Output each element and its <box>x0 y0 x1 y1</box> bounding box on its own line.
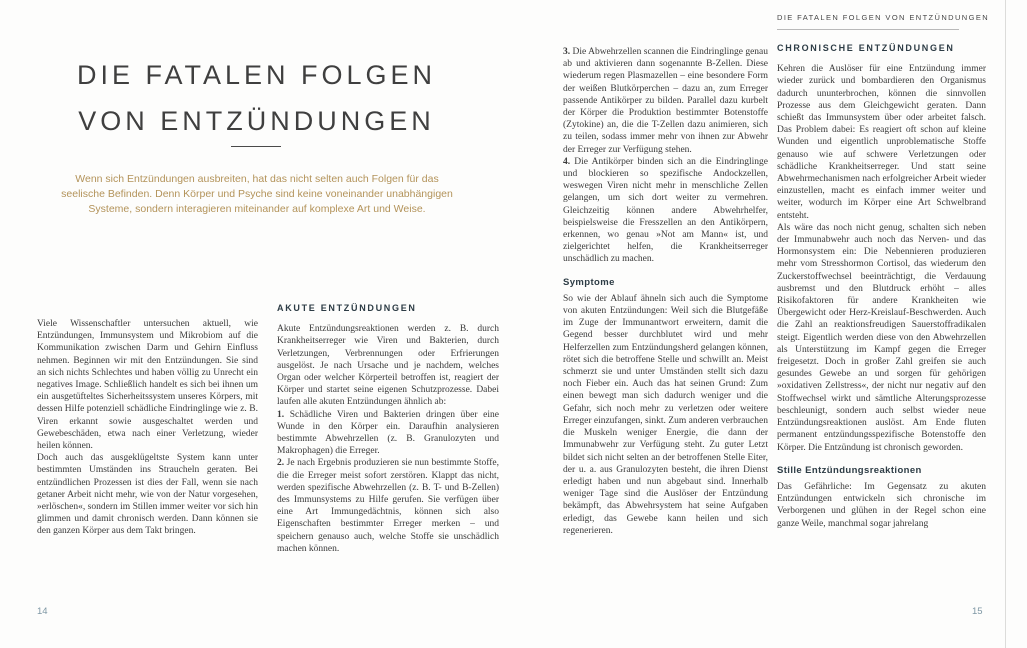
paragraph: Als wäre das noch nicht genug, schalten sich neben der Immunabwehr auch noch das Nerven- und das Hormonsystem ein: Die Nebennieren produzieren mehr vom Stresshormon Cortisol, das wiederum den Zuckerstoffwechsel beeinträchtigt, die Verdauung ausbremst und den Blutdruck erhöht – alles Risikofaktoren für andere Krankheiten wie Übergewicht oder Herz-Kreislauf-Beschwerden. Auch die Zahl an reaktionsfreudigen Sauerstoffradikalen steigt. Eigentlich werden diese von den Abwehrzellen als Unterstützung im Kampf gegen die Erreger freigesetzt. Doch in großer Zahl greifen sie auch gesundes Gewebe an und sorgen für gehörigen »oxidativen Zellstress«, der nicht nur negativ auf den Stoffwechsel wirkt und sämtliche Alterungsprozesse beschleunigt, sondern auch selbst wieder neue Entzündungsreaktionen auslöst. Am Ende fluten permanent entzündungsspezifische Botenstoffe den Körper. Die Entzündung ist chronisch geworden. <box>777 222 986 453</box>
chapter-title <box>0 52 513 144</box>
list-number: 4. <box>563 156 575 167</box>
left-page-column-1 <box>37 318 258 538</box>
right-page-column-1 <box>563 46 768 537</box>
section-heading: AKUTE ENTZÜNDUNGEN <box>277 303 417 313</box>
paragraph: 1. Schädliche Viren und Bakterien dringen über eine Wunde in den Körper ein. Daraufhin analysieren bestimmte Abwehrzellen (z. B. Granulozyten und Makrophagen) die Erreger. <box>277 409 500 457</box>
paragraph: Viele Wissenschaftler untersuchen aktuell, wie Entzündungen, Immunsystem und Mikrobiom auf die Kommunikation zwischen Darm und Gehirn Einfluss nehmen. Beginnen wir mit den Entzündungen. Sie sind an sich nichts Schlechtes und haben völlig zu Unrecht ein negatives Image. Schließlich handelt es sich bei ihnen um ein ausgetüfteltes Sicherheitssystem unseres Körpers, mit dessen Hilfe potenziell schädliche Eindringlinge wie z. B. Viren erkannt sowie ausgeschaltet werden und Gewebeschäden, etwa nach einer Verletzung, wieder heilen können. <box>37 319 258 452</box>
running-header-rule <box>777 29 959 30</box>
list-number: 2. <box>277 458 287 469</box>
title-divider-rule <box>231 146 281 147</box>
sub-heading: Symptome <box>563 276 615 288</box>
running-header: DIE FATALEN FOLGEN VON ENTZÜNDUNGEN <box>777 13 990 22</box>
paragraph: Akute Entzündungsreaktionen werden z. B. durch Krankheitserreger wie Viren und Bakterien, durch Verletzungen, Verbrennungen oder Erfrierungen ausgelöst. Je nach Ursache und je nachdem, welches Organ oder welcher Körperteil betroffen ist, reagiert der Körper und startet seine eigenen Schutzprozesse. Dabei laufen alle akuten Entzündungen ähnlich ab: <box>277 324 499 408</box>
list-number: 1. <box>277 409 290 420</box>
chapter-title-line2: VON ENTZÜNDUNGEN <box>78 106 435 136</box>
paragraph: Doch auch das ausgeklügeltste System kann unter bestimmten Umständen ins Straucheln geraten. Bei entzündlichen Prozessen ist dies der Fall, wenn sie nach getaner Arbeit nicht mehr, wie von der Natur vorgesehen, »erlöschen«, sondern im Stillen immer weiter vor sich hin glimmen und damit chronisch werden. Dann können sie den ganzen Körper aus dem Takt bringen. <box>37 453 258 537</box>
page-number-right: 15 <box>972 606 983 617</box>
paragraph: So wie der Ablauf ähneln sich auch die Symptome von akuten Entzündungen: Weil sich die Blutgefäße im Zuge der Immunantwort erweitern, damit die Gegend besser durchblutet wird und mehr Helferzellen zum Entzündungsherd gelangen können, rötet sich die betroffene Stelle und schwillt an. Meist schmerzt sie und unter Umständen stellt sich dazu noch Fieber ein. Auch das hat seinen Grund: Zum einen bewegt man sich dadurch weniger und die Gefahr, sich noch mehr zu verletzen oder weitere Erreger einzufangen, sinkt. Zum anderen verbrauchen die Muskeln weniger Energie, die dann der Immunabwehr zur Verfügung steht. Zu guter Letzt bildet sich nicht selten an der betroffenen Stelle Eiter, der u. a. aus Granulozyten besteht, die ihren Dienst erledigt haben und nun abgebaut sind. Innerhalb weniger Tage sind die Auslöser der Entzündung bekämpft, das Abwehrsystem hat seine Aufgaben erledigt, das Gewebe kann heilen und sich regenerieren. <box>563 293 768 536</box>
section-heading: CHRONISCHE ENTZÜNDUNGEN <box>777 43 955 53</box>
paragraph: 4. Die Antikörper binden sich an die Eindringlinge und blockieren so spezifische Andockzellen, weswegen Viren nicht mehr in menschliche Zellen gelangen, um sich dort weiter zu vermehren. Gleichzeitig können andere Abwehrhelfer, beispielsweise die Fresszellen an den Antikörpern, erkennen, wo genau »Not am Mann« ist, und zielgerichtet helfen, die Krankheitserreger unschädlich zu machen. <box>563 156 768 265</box>
page-number-left: 14 <box>37 606 48 617</box>
list-number: 3. <box>563 47 573 57</box>
paragraph: 3. Die Abwehrzellen scannen die Eindringlinge genau ab und aktivieren dann sogenannte B-Zellen. Diese wiederum regen Plasmazellen – eine besondere Form der weißen Blutkörperchen – dazu an, zum Erreger passende Antikörper zu bilden. Parallel dazu kurbelt der Körper die Produktion bestimmter Botenstoffe (Zytokine) an, die die T-Zellen dazu animieren, sich zu teilen, sodass immer mehr von ihnen zur Abwehr der Erreger zur Verfügung stehen. <box>563 47 769 155</box>
paragraph: Kehren die Auslöser für eine Entzündung immer wieder zurück und bombardieren den Organismus dadurch ununterbrochen, können die sinnvollen Prozesse aus dem Gleichgewicht geraten. Dann schießt das Immunsystem über oder arbeitet falsch. Das Problem dabei: Es reagiert oft schon auf kleine Wunden und eigentlich unproblematische Stoffe genauso wie auf schwere Verletzungen oder schädliche Krankheitserreger. Und statt seine Abwehrmechanismen nach erfolgreicher Arbeit wieder einzustellen, macht es einfach immer weiter und weiter, wodurch im Körper eine Art Schwelbrand entsteht. <box>777 64 986 221</box>
chapter-title-line1: DIE FATALEN FOLGEN <box>76 60 437 90</box>
chapter-intro-text: Wenn sich Entzündungen ausbreiten, hat das nicht selten auch Folgen für das seelische Befinden. Denn Körper und Psyche sind keine voneinander unabhängigen Systeme, sondern interagieren miteinander auf komplexe Art und Weise. <box>61 173 453 215</box>
left-page-column-2 <box>277 302 499 555</box>
sub-heading: Stille Entzündungsreaktionen <box>777 464 922 476</box>
paragraph: Das Gefährliche: Im Gegensatz zu akuten Entzündungen entwickeln sich chronische im Verborgenen und glühen in der Regel schon eine ganze Weile, manchmal sogar jahrelang <box>777 481 986 529</box>
page-edge-line <box>1005 0 1006 648</box>
right-page-column-2 <box>777 42 986 530</box>
paragraph: 2. Je nach Ergebnis produzieren sie nun bestimmte Stoffe, die die Erreger meist sofort zerstören. Klappt das nicht, werden spezifische Abwehrzellen (z. B. T- und B-Zellen) des Immunsystems zu Hilfe gerufen. Sie verfügen über eine Art Immungedächtnis, können sich also Eigenschaften bestimmter Erreger merken – und speichern genauso auch, welche Stoffe sie unschädlich machen können. <box>277 458 499 554</box>
